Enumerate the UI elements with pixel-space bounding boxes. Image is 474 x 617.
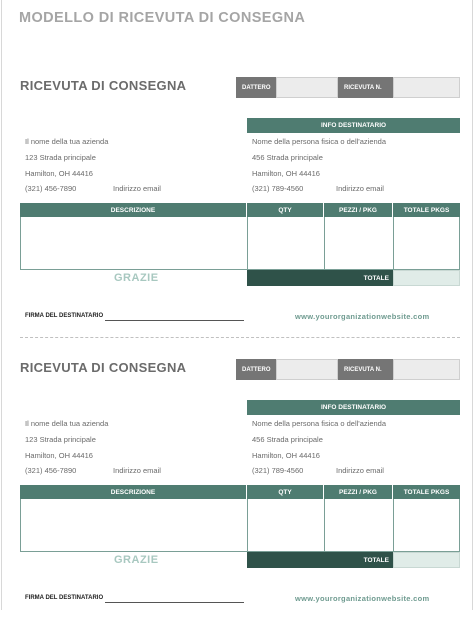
sender-company: Il nome della tua azienda xyxy=(25,137,109,146)
recipient-email: Indirizzo email xyxy=(336,466,384,475)
date-label: DATTERO xyxy=(236,77,276,98)
delivery-receipt-1 xyxy=(2,70,474,335)
recipient-street: 456 Strada principale xyxy=(252,153,323,162)
website-link[interactable]: www.yourorganizationwebsite.com xyxy=(295,312,430,321)
column-header-description: DESCRIZIONE xyxy=(20,485,247,499)
column-header-pieces-per-pkg: PEZZI / PKG xyxy=(324,485,393,499)
date-label: DATTERO xyxy=(236,359,276,380)
sender-phone: (321) 456-7890 xyxy=(25,184,77,193)
recipient-info-header: INFO DESTINATARIO xyxy=(247,400,460,415)
column-header-total-pkgs: TOTALE PKGS xyxy=(393,485,460,499)
recipient-city: Hamilton, OH 44416 xyxy=(252,451,320,460)
column-header-description: DESCRIZIONE xyxy=(20,203,247,217)
receipt-title: RICEVUTA DI CONSEGNA xyxy=(20,78,187,93)
total-label: TOTALE xyxy=(247,552,393,568)
receipt-number-label: RICEVUTA N. xyxy=(338,359,393,380)
website-link[interactable]: www.yourorganizationwebsite.com xyxy=(295,594,430,603)
recipient-city: Hamilton, OH 44416 xyxy=(252,169,320,178)
total-field[interactable] xyxy=(393,270,460,286)
cut-divider xyxy=(20,337,460,338)
delivery-receipt-2 xyxy=(2,352,474,617)
receipt-number-label: RICEVUTA N. xyxy=(338,77,393,98)
cell-qty[interactable] xyxy=(247,499,325,552)
recipient-street: 456 Strada principale xyxy=(252,435,323,444)
recipient-info-header: INFO DESTINATARIO xyxy=(247,118,460,133)
cell-qty[interactable] xyxy=(247,217,325,270)
column-header-qty: QTY xyxy=(247,485,324,499)
document-title: MODELLO DI RICEVUTA DI CONSEGNA xyxy=(19,10,306,26)
signature-label: FIRMA DEL DESTINATARIO xyxy=(25,595,104,601)
cell-description[interactable] xyxy=(20,499,248,552)
date-field[interactable] xyxy=(276,359,338,380)
total-field[interactable] xyxy=(393,552,460,568)
sender-phone: (321) 456-7890 xyxy=(25,466,77,475)
column-header-qty: QTY xyxy=(247,203,324,217)
column-header-total-pkgs: TOTALE PKGS xyxy=(393,203,460,217)
sender-street: 123 Strada principale xyxy=(25,435,96,444)
total-label: TOTALE xyxy=(247,270,393,286)
recipient-phone: (321) 789-4560 xyxy=(252,184,304,193)
cell-pieces-per-pkg[interactable] xyxy=(324,499,394,552)
recipient-name: Nome della persona fisica o dell'azienda xyxy=(252,419,387,428)
date-field[interactable] xyxy=(276,77,338,98)
sender-email: Indirizzo email xyxy=(113,184,161,193)
receipt-number-field[interactable] xyxy=(393,359,460,380)
cell-total-pkgs[interactable] xyxy=(393,217,460,270)
sender-email: Indirizzo email xyxy=(113,466,161,475)
cell-description[interactable] xyxy=(20,217,248,270)
sender-street: 123 Strada principale xyxy=(25,153,96,162)
recipient-name: Nome della persona fisica o dell'azienda xyxy=(252,137,387,146)
recipient-email: Indirizzo email xyxy=(336,184,384,193)
signature-line[interactable] xyxy=(105,320,244,321)
cell-pieces-per-pkg[interactable] xyxy=(324,217,394,270)
receipt-title: RICEVUTA DI CONSEGNA xyxy=(20,360,187,375)
receipt-number-field[interactable] xyxy=(393,77,460,98)
sender-city: Hamilton, OH 44416 xyxy=(25,451,93,460)
sender-company: Il nome della tua azienda xyxy=(25,419,109,428)
signature-label: FIRMA DEL DESTINATARIO xyxy=(25,313,104,319)
signature-line[interactable] xyxy=(105,602,244,603)
recipient-phone: (321) 789-4560 xyxy=(252,466,304,475)
sender-city: Hamilton, OH 44416 xyxy=(25,169,93,178)
thanks-text: GRAZIE xyxy=(114,272,159,284)
column-header-pieces-per-pkg: PEZZI / PKG xyxy=(324,203,393,217)
cell-total-pkgs[interactable] xyxy=(393,499,460,552)
document-page xyxy=(1,0,473,610)
thanks-text: GRAZIE xyxy=(114,554,159,566)
